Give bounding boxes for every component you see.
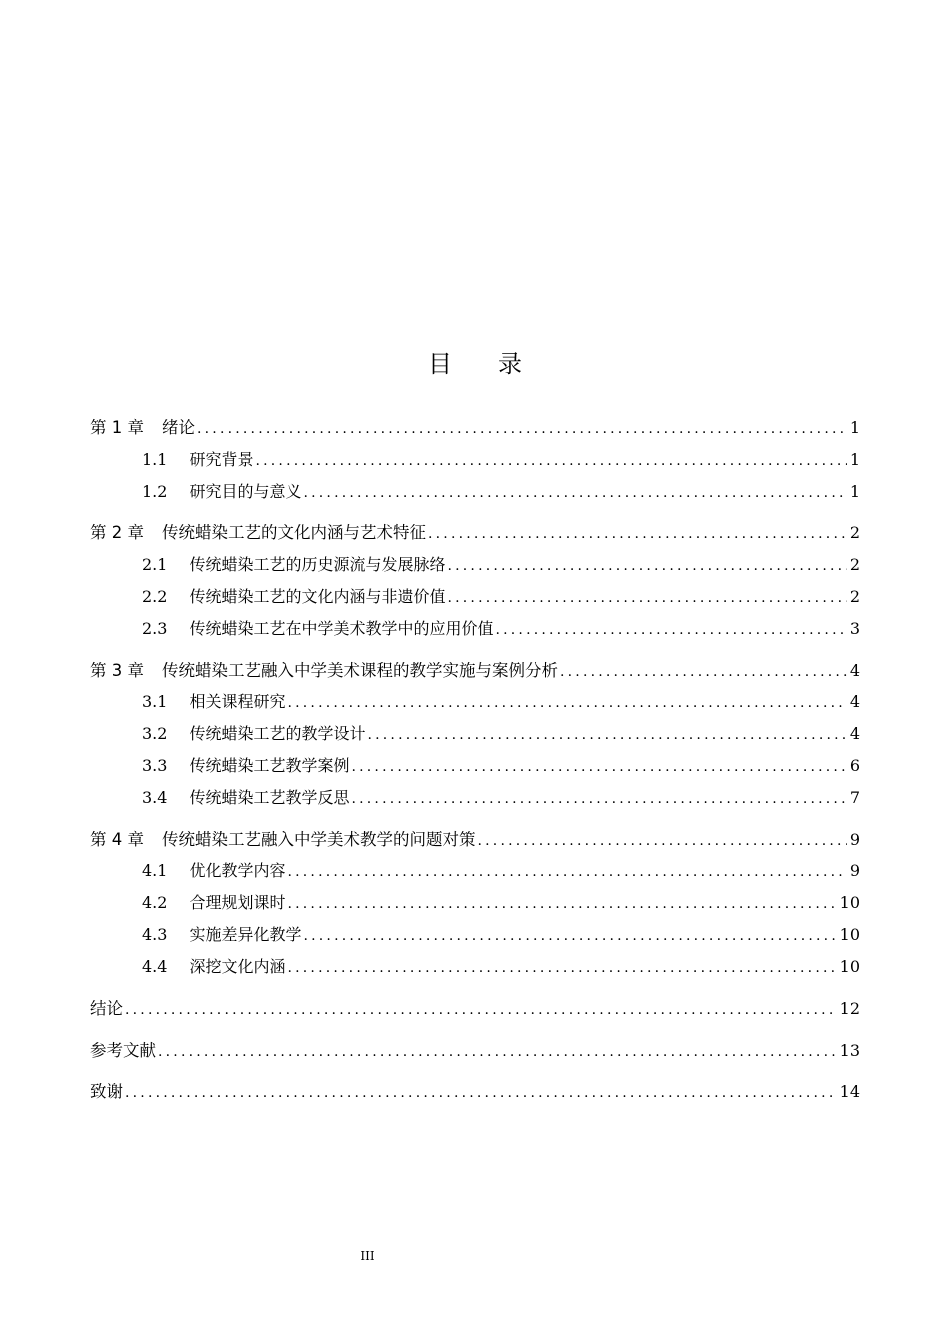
dot-leader: [287, 864, 846, 880]
toc-entry-references[interactable]: [90, 1037, 860, 1059]
toc-entry-title: 传统蜡染工艺的文化内涵与艺术特征: [162, 523, 426, 542]
dot-leader: [158, 1044, 837, 1060]
toc-entry-section-4-3[interactable]: [142, 922, 860, 944]
dot-leader: [287, 960, 836, 976]
toc-entry-number: 4.3: [142, 925, 168, 944]
toc-entry-chapter-3[interactable]: [90, 657, 860, 679]
toc-entry-page: 4: [849, 661, 860, 680]
toc-entry-number: 第 1 章: [90, 418, 144, 437]
toc-entry-title: 绪论: [162, 418, 195, 437]
dot-leader: [303, 928, 836, 944]
toc-entry-title: 研究目的与意义: [189, 482, 302, 501]
toc-entry-page: 1: [849, 450, 860, 469]
dot-leader: [255, 453, 846, 469]
toc-entry-title: 传统蜡染工艺教学反思: [189, 788, 350, 807]
toc-entry-number: 4.2: [142, 893, 168, 912]
toc-entry-section-4-1[interactable]: [142, 858, 860, 880]
toc-entry-title: 研究背景: [189, 450, 254, 469]
toc-entry-page: 4: [849, 692, 860, 711]
toc-entry-section-3-2[interactable]: [142, 721, 860, 743]
dot-leader: [287, 896, 836, 912]
dot-leader: [447, 590, 846, 606]
dot-leader: [351, 759, 846, 775]
toc-entry-section-1-2[interactable]: [142, 479, 860, 501]
toc-entry-title: 传统蜡染工艺的历史源流与发展脉络: [189, 555, 446, 574]
toc-entry-page: 1: [849, 482, 860, 501]
toc-entry-page: 4: [849, 724, 860, 743]
toc-entry-title: 实施差异化教学: [189, 925, 302, 944]
toc-entry-number: 1.2: [142, 482, 168, 501]
toc-entry-chapter-2[interactable]: [90, 519, 860, 541]
toc-entry-number: 3.1: [142, 692, 168, 711]
dot-leader: [125, 1002, 837, 1018]
toc-entry-page: 2: [849, 587, 860, 606]
toc-entry-page: 13: [839, 1041, 860, 1060]
dot-leader: [447, 558, 846, 574]
dot-leader: [351, 791, 846, 807]
toc-entry-chapter-1[interactable]: [90, 414, 860, 436]
toc-entry-page: 9: [849, 830, 860, 849]
toc-entry-page: 2: [849, 523, 860, 542]
toc-entry-title: 参考文献: [90, 1041, 156, 1060]
toc-heading-left: 目: [428, 350, 452, 378]
toc-entry-number: 4.1: [142, 861, 168, 880]
toc-entry-section-2-2[interactable]: [142, 584, 860, 606]
dot-leader: [560, 664, 847, 680]
toc-entry-chapter-4[interactable]: [90, 826, 860, 848]
toc-entry-title: 结论: [90, 999, 123, 1018]
toc-entry-title: 相关课程研究: [189, 692, 286, 711]
toc-entry-page: 10: [839, 893, 860, 912]
toc-entry-page: 9: [849, 861, 860, 880]
dot-leader: [367, 727, 846, 743]
toc-entry-page: 10: [839, 925, 860, 944]
toc-entry-section-2-3[interactable]: [142, 616, 860, 638]
toc-entry-section-3-1[interactable]: [142, 689, 860, 711]
toc-entry-title: 深挖文化内涵: [189, 957, 286, 976]
dot-leader: [495, 622, 846, 638]
toc-entry-acknowledgements[interactable]: [90, 1078, 860, 1100]
dot-leader: [125, 1085, 837, 1101]
dot-leader: [287, 695, 846, 711]
toc-entry-page: 3: [849, 619, 860, 638]
toc-heading-right: 录: [498, 350, 522, 378]
toc-entry-number: 4.4: [142, 957, 168, 976]
toc-entry-title: 传统蜡染工艺融入中学美术课程的教学实施与案例分析: [162, 661, 558, 680]
dot-leader: [303, 485, 846, 501]
toc-entry-title: 致谢: [90, 1082, 123, 1101]
toc-heading: [0, 344, 950, 379]
toc-entry-number: 3.4: [142, 788, 168, 807]
toc-entry-page: 6: [849, 756, 860, 775]
toc-entry-section-1-1[interactable]: [142, 447, 860, 469]
toc-entry-page: 1: [849, 418, 860, 437]
toc-entry-section-3-4[interactable]: [142, 785, 860, 807]
toc-entry-number: 第 2 章: [90, 523, 144, 542]
toc-entry-number: 2.1: [142, 555, 168, 574]
toc-entry-page: 12: [839, 999, 860, 1018]
dot-leader: [197, 421, 847, 437]
toc-entry-title: 传统蜡染工艺融入中学美术教学的问题对策: [162, 830, 476, 849]
toc-entry-number: 1.1: [142, 450, 168, 469]
toc-entry-conclusion[interactable]: [90, 995, 860, 1017]
toc-entry-number: 第 3 章: [90, 661, 144, 680]
toc-entry-title: 合理规划课时: [189, 893, 286, 912]
toc-entry-number: 2.3: [142, 619, 168, 638]
toc-entry-title: 传统蜡染工艺的文化内涵与非遗价值: [189, 587, 446, 606]
toc-entry-section-2-1[interactable]: [142, 552, 860, 574]
toc-entry-section-3-3[interactable]: [142, 753, 860, 775]
toc-entry-title: 传统蜡染工艺的教学设计: [189, 724, 366, 743]
toc-entry-title: 优化教学内容: [189, 861, 286, 880]
toc-entry-section-4-4[interactable]: [142, 954, 860, 976]
dot-leader: [478, 833, 847, 849]
toc-entry-page: 14: [839, 1082, 860, 1101]
toc-entry-page: 10: [839, 957, 860, 976]
page-number: III: [360, 1249, 375, 1263]
toc-entry-number: 2.2: [142, 587, 168, 606]
toc-entry-title: 传统蜡染工艺在中学美术教学中的应用价值: [189, 619, 494, 638]
toc-entry-title: 传统蜡染工艺教学案例: [189, 756, 350, 775]
toc-entry-number: 3.2: [142, 724, 168, 743]
dot-leader: [428, 526, 847, 542]
toc-entry-page: 2: [849, 555, 860, 574]
toc-entry-number: 3.3: [142, 756, 168, 775]
toc-entry-page: 7: [849, 788, 860, 807]
toc-entry-section-4-2[interactable]: [142, 890, 860, 912]
toc-entry-number: 第 4 章: [90, 830, 144, 849]
